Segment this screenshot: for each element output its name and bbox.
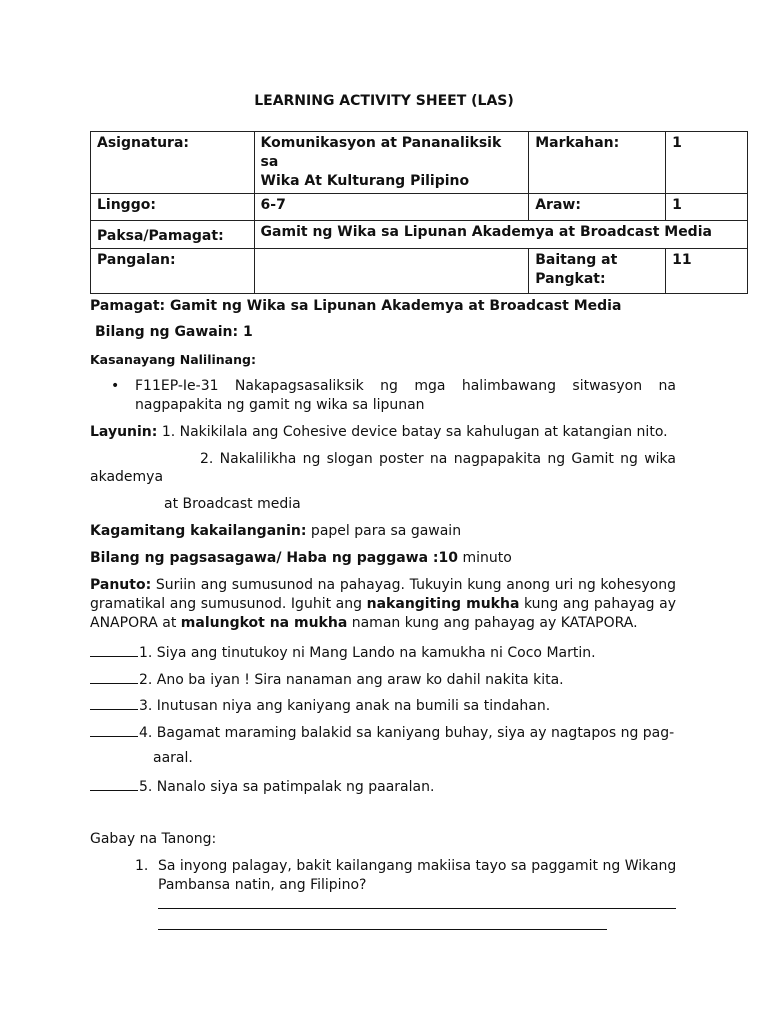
asignatura-value: [254, 132, 529, 194]
layunin-2-line1: 2. Nakalilikha ng slogan poster na nagpapakita ng Gamit ng wika: [200, 451, 676, 467]
gabay-question-line2: Pambansa natin, ang Filipino?: [158, 877, 367, 893]
table-row: [91, 221, 748, 249]
bullet-icon: •: [111, 378, 120, 394]
list-item: [90, 669, 564, 690]
item-text: 2. Ano ba iyan ! Sira nanaman ang araw ko dahil nakita kita.: [139, 672, 564, 688]
kasanayan-line2: nagpapakita ng gamit ng wika sa lipunan: [135, 397, 425, 413]
table-row: [91, 249, 748, 294]
layunin-1: [90, 423, 668, 442]
pangalan-label: Pangalan:: [91, 249, 255, 294]
layunin-1-text: 1. Nakikilala ang Cohesive device batay sa kahulugan at katangian nito.: [157, 424, 668, 440]
list-item: [90, 776, 434, 797]
gabay-number: 1.: [135, 858, 149, 874]
panuto-text: ANAPORA at: [90, 615, 181, 631]
linggo-label: Linggo:: [91, 194, 255, 221]
layunin-2-line3: at Broadcast media: [164, 496, 301, 512]
bilang-unit: minuto: [458, 550, 512, 566]
bilang-label: Bilang ng pagsasagawa/ Haba ng paggawa :: [90, 550, 439, 566]
table-row: [91, 132, 748, 194]
panuto-text: naman kung ang pahayag ay KATAPORA.: [347, 615, 638, 631]
pangalan-value[interactable]: [254, 249, 529, 294]
item-text: 5. Nanalo siya sa patimpalak ng paaralan.: [139, 779, 435, 795]
kasanayan-heading: Kasanayang Nalilinang:: [90, 352, 256, 367]
item-text: 4. Bagamat maraming balakid sa kaniyang buhay, siya ay nagtapos ng pag-: [139, 725, 675, 741]
araw-label: Araw:: [529, 194, 666, 221]
bilang-num: 10: [438, 550, 458, 566]
layunin-2-line2: akademya: [90, 469, 164, 485]
baitang-label-line1: Baitang at: [535, 252, 618, 268]
markahan-value: 1: [666, 132, 748, 194]
page-title: LEARNING ACTIVITY SHEET (LAS): [254, 93, 514, 109]
bilang-gawain: Bilang ng Gawain: 1: [95, 324, 253, 340]
item4-continuation: aaral.: [153, 750, 193, 766]
bilang-pagsasagawa: [90, 549, 512, 568]
paksa-value: Gamit ng Wika sa Lipunan Akademya at Broadcast Media: [254, 221, 747, 249]
asignatura-value-line1: Komunikasyon at Pananaliksik sa: [260, 135, 502, 170]
nakangiting-mukha: nakangiting mukha: [366, 596, 520, 612]
markahan-label: Markahan:: [529, 132, 666, 194]
panuto-label: Panuto:: [90, 577, 152, 593]
gabay-question-line1: Sa inyong palagay, bakit kailangang makiisa tayo sa paggamit ng Wikang: [158, 858, 677, 874]
info-table: [90, 131, 748, 294]
panuto-line3: [90, 614, 638, 633]
panuto-text: kung ang pahayag ay: [519, 596, 677, 612]
answer-line[interactable]: [158, 929, 607, 930]
list-item: [90, 695, 550, 716]
kasanayan-line1: F11EP-Ie-31 Nakapagsasaliksik ng mga halimbawang sitwasyon na: [135, 378, 676, 394]
gabay-heading: Gabay na Tanong:: [90, 831, 217, 847]
baitang-value: 11: [666, 249, 748, 294]
asignatura-label: Asignatura:: [91, 132, 255, 194]
answer-blank[interactable]: [90, 642, 138, 657]
asignatura-value-line2: Wika At Kulturang Pilipino: [260, 173, 470, 189]
layunin-label: Layunin:: [90, 424, 158, 440]
baitang-label: [529, 249, 666, 294]
answer-blank[interactable]: [90, 669, 138, 684]
kagamitan: [90, 522, 461, 541]
baitang-label-line2: Pangkat:: [535, 271, 606, 287]
item-text: 3. Inutusan niya ang kaniyang anak na bumili sa tindahan.: [139, 698, 551, 714]
answer-blank[interactable]: [90, 722, 138, 737]
answer-blank[interactable]: [90, 776, 138, 791]
paksa-label: Paksa/Pamagat:: [91, 221, 255, 249]
araw-value: 1: [666, 194, 748, 221]
table-row: [91, 194, 748, 221]
kagamitan-value: papel para sa gawain: [306, 523, 462, 539]
answer-blank[interactable]: [90, 695, 138, 710]
panuto-line2: [90, 595, 676, 614]
linggo-value: 6-7: [254, 194, 529, 221]
list-item: [90, 722, 674, 743]
answer-line[interactable]: [158, 908, 676, 909]
panuto-text: gramatikal ang sumusunod. Iguhit ang: [90, 596, 367, 612]
list-item: [90, 642, 596, 663]
pamagat-heading: Pamagat: Gamit ng Wika sa Lipunan Akademya at Broadcast Media: [90, 298, 622, 314]
panuto-line1: [90, 576, 676, 595]
kagamitan-label: Kagamitang kakailanganin:: [90, 523, 307, 539]
panuto-line1-text: Suriin ang sumusunod na pahayag. Tukuyin kung anong uri ng kohesyong: [151, 577, 676, 593]
item-text: 1. Siya ang tinutukoy ni Mang Lando na kamukha ni Coco Martin.: [139, 645, 596, 661]
malungkot-na-mukha: malungkot na mukha: [180, 615, 348, 631]
